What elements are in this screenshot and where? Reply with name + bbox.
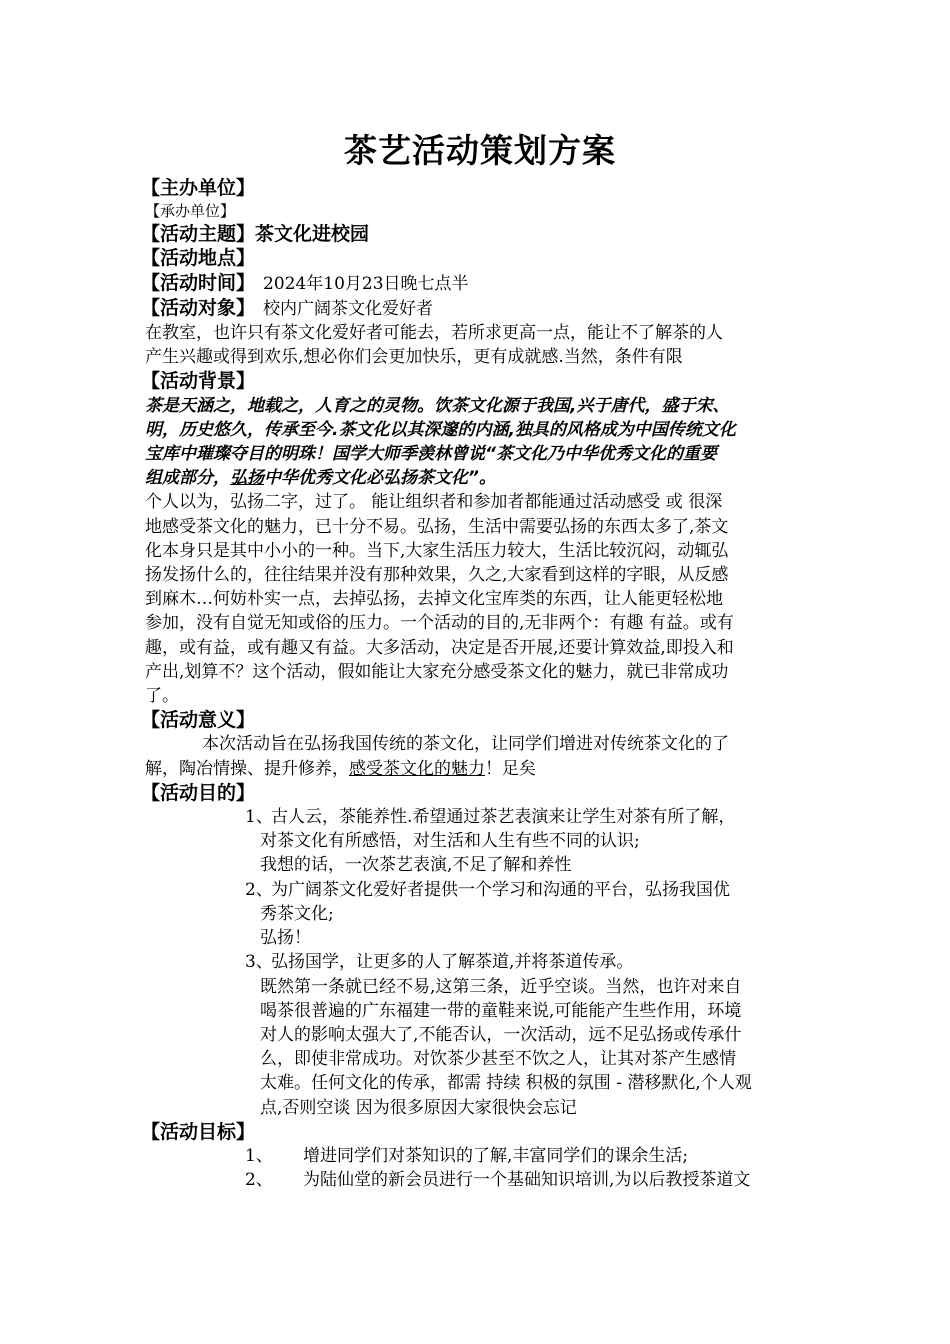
list-text: 秀茶文化; — [260, 903, 334, 924]
goal-item-2 — [145, 1168, 815, 1192]
meaning-post: ！足矣 — [485, 758, 536, 779]
list-note: 点,否则空谈 因为很多原因大家很快会忘记 — [260, 1097, 577, 1118]
list-text: 古人云，茶能养性.希望通过茶艺表演来让学生对茶有所了解， — [271, 807, 736, 828]
list-number: 2、 — [245, 1170, 273, 1191]
list-note: 弘扬！ — [260, 928, 311, 949]
background-heading: 【活动背景】 — [141, 370, 256, 393]
background-quote-line — [145, 466, 815, 490]
host-heading: 【主办单位】 — [141, 177, 256, 199]
list-number: 1、 — [245, 807, 273, 828]
background-body-line: 产出,划算不？这个活动，假如能让大家充分感受茶文化的魅力，就已非常成功 — [145, 661, 729, 682]
list-note: 我想的话，一次茶艺表演,不足了解和养性 — [260, 855, 572, 876]
theme-label: 【活动主题】 — [141, 223, 256, 246]
target-value: 校内广阔茶文化爱好者 — [263, 298, 434, 319]
background-quote-line: 明，历史悠久，传承至今.茶文化以其深邃的内涵,独具的风格成为中国传统文化 — [145, 419, 736, 440]
list-text: 对茶文化有所感悟，对生活和人生有些不同的认识; — [260, 831, 640, 852]
background-body-line: 到麻木…何妨朴实一点，去掉弘扬，去掉文化宝库类的东西，让人能更轻松地 — [145, 589, 723, 610]
time-row — [141, 271, 815, 296]
time-label: 【活动时间】 — [141, 271, 256, 294]
co-host-heading: 【承办单位】 — [145, 202, 236, 221]
goal-item-1 — [145, 1144, 815, 1168]
purpose-item-1 — [145, 805, 815, 829]
background-body-line: 趣，或有益，或有趣又有益。大多活动，决定是否开展,还要计算效益,即投入和 — [145, 637, 734, 658]
list-note: 喝茶很普遍的广东福建一带的童鞋来说,可能能产生些作用，环境 — [260, 1000, 742, 1021]
meaning-line — [145, 757, 815, 781]
list-text: 为广阔茶文化爱好者提供一个学习和沟通的平台，弘扬我国优 — [271, 879, 730, 900]
place-heading: 【活动地点】 — [141, 247, 256, 270]
list-text: 增进同学们对茶知识的了解,丰富同学们的课余生活; — [303, 1145, 689, 1166]
target-text-line: 产生兴趣或得到欢乐,想必你们会更加快乐，更有成就感.当然，条件有限 — [145, 347, 683, 368]
background-body-line: 化本身只是其中小小的一种。当下,大家生活压力较大，生活比较沉闷，动辄弘 — [145, 540, 729, 561]
background-body-line: 扬发扬什么的，往往结果并没有那种效果，久之,大家看到这样的字眼，从反感 — [145, 565, 729, 586]
background-body-line: 参加，没有自觉无知或俗的压力。一个活动的目的,无非两个：有趣 有益。或有 — [145, 613, 734, 634]
purpose-item-2 — [145, 878, 815, 902]
theme-value: 茶文化进校园 — [255, 223, 370, 246]
target-label: 【活动对象】 — [141, 296, 256, 319]
background-body-line: 了。 — [145, 686, 179, 707]
goals-heading: 【活动目标】 — [141, 1120, 256, 1143]
document-body — [141, 128, 815, 1192]
meaning-pre: 解，陶冶情操、提升修养， — [145, 758, 349, 779]
list-note: 既然第一条就已经不易,这第三条，近乎空谈。当然，也许对来自 — [260, 976, 742, 997]
list-note: 太难。任何文化的传承，都需 持续 积极的氛围 - 潜移默化,个人观 — [260, 1073, 752, 1094]
time-value: 2024年10月23日晚七点半 — [263, 273, 469, 294]
list-text: 弘扬国学，让更多的人了解茶道,并将茶道传承。 — [271, 952, 634, 973]
meaning-underlined: 感受茶文化的魅力 — [349, 758, 485, 779]
list-note: 么，即使非常成功。对饮茶少甚至不饮之人，让其对茶产生感情 — [260, 1049, 736, 1070]
target-row — [141, 296, 815, 321]
theme-row — [141, 222, 815, 246]
background-quote-line: 茶是天涵之，地载之，人育之的灵物。饮茶文化源于我国,兴于唐代，盛于宋、 — [145, 395, 730, 416]
quote-underlined: 弘扬 — [230, 468, 264, 489]
page-title: 茶艺活动策划方案 — [344, 131, 616, 170]
quote-last-pre: 组成部分， — [145, 468, 230, 489]
background-body-line: 个人以为，弘扬二字，过了。 能让组织者和参加者都能通过活动感受 或 很深 — [145, 492, 723, 513]
meaning-heading: 【活动意义】 — [141, 709, 256, 732]
list-number: 2、 — [245, 879, 273, 900]
target-text-line: 在教室，也许只有茶文化爱好者可能去，若所求更高一点，能让不了解茶的人 — [145, 323, 723, 344]
purpose-heading: 【活动目的】 — [141, 781, 256, 804]
background-body-line: 地感受茶文化的魅力，已十分不易。弘扬，生活中需要弘扬的东西太多了,茶文 — [145, 516, 729, 537]
quote-last-post: 中华优秀文化必弘扬茶文化”。 — [264, 468, 496, 489]
list-note: 对人的影响太强大了,不能否认，一次活动，远不足弘扬或传承什 — [260, 1024, 742, 1045]
list-number: 3、 — [245, 952, 273, 973]
list-number: 1、 — [245, 1145, 273, 1166]
purpose-item-3 — [145, 950, 815, 974]
list-text: 为陆仙堂的新会员进行一个基础知识培训,为以后教授茶道文 — [303, 1170, 751, 1191]
background-quote-line: 宝库中璀璨夺目的明珠！国学大师季羡林曾说“茶文化乃中华优秀文化的重要 — [145, 444, 717, 465]
meaning-line: 本次活动旨在弘扬我国传统的茶文化，让同学们增进对传统茶文化的了 — [202, 734, 729, 755]
